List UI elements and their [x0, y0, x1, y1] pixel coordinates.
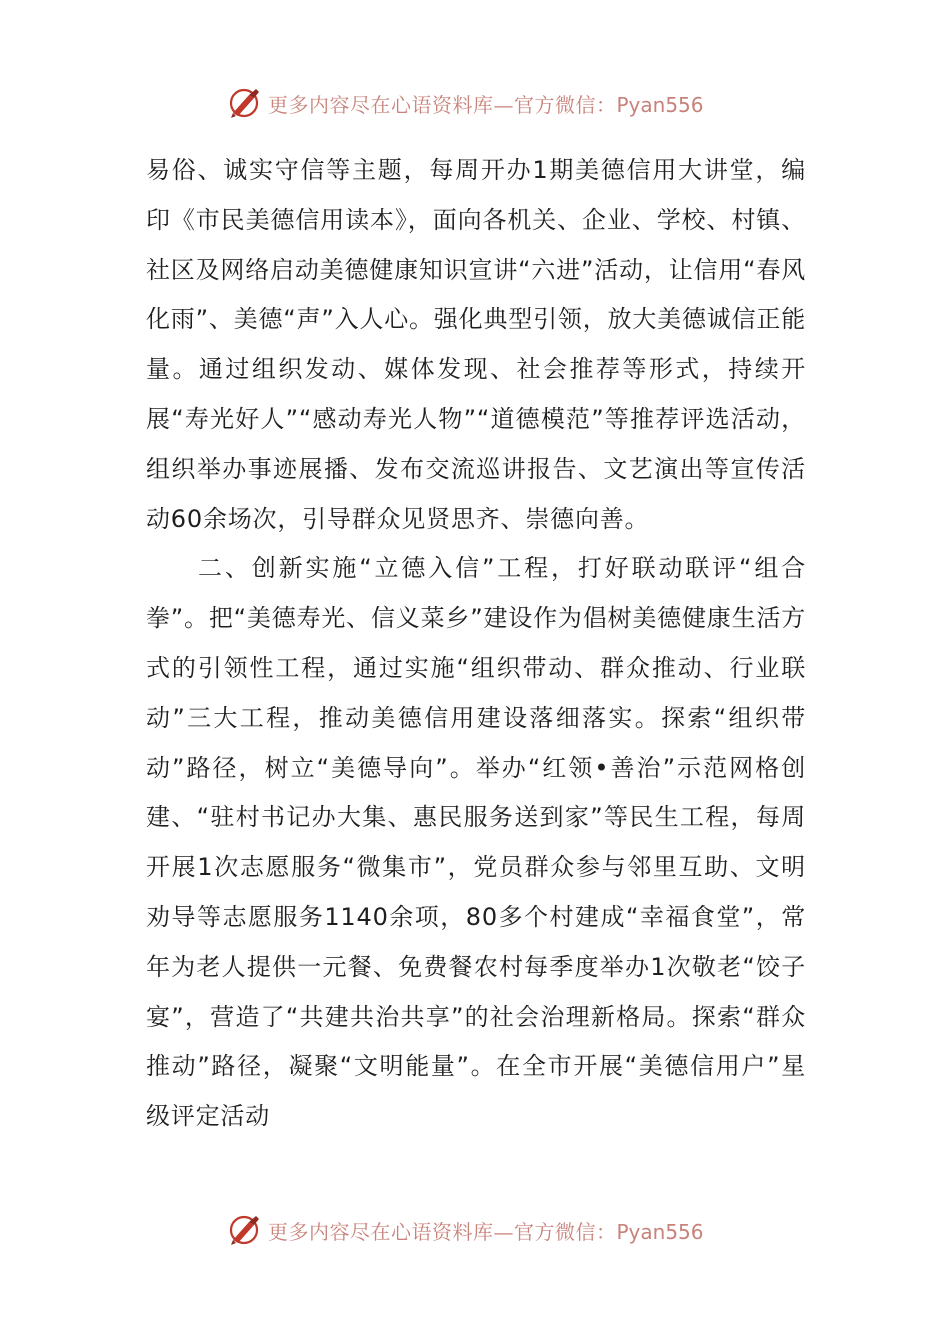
- watermark-text: 更多内容尽在心语资料库—官方微信：Pyan556: [268, 1219, 704, 1244]
- document-body: [146, 146, 806, 1142]
- header-watermark: [228, 84, 704, 122]
- pen-logo-icon: [228, 86, 262, 120]
- paragraph: 易俗、诚实守信等主题，每周开办1期美德信用大讲堂，编印《市民美德信用读本》，面向各机关、企业、学校、村镇、社区及网络启动美德健康知识宣讲“六进”活动，让信用“春风化雨”、美德“声”入人心。强化典型引领，放大美德诚信正能量。通过组织发动、媒体发现、社会推荐等形式，持续开展“寿光好人”“感动寿光人物”“道德模范”等推荐评选活动，组织举办事迹展播、发布交流巡讲报告、文艺演出等宣传活动60余场次，引导群众见贤思齐、崇德向善。: [146, 156, 806, 533]
- footer-watermark: [228, 1211, 704, 1249]
- pen-logo-icon: [228, 1213, 262, 1247]
- wechat-id: Pyan556: [616, 1219, 704, 1244]
- wechat-id: Pyan556: [616, 92, 704, 117]
- watermark-text: 更多内容尽在心语资料库—官方微信：Pyan556: [268, 92, 704, 117]
- paragraph: 二、创新实施“立德入信”工程，打好联动联评“组合拳”。把“美德寿光、信义菜乡”建设作为倡树美德健康生活方式的引领性工程，通过实施“组织带动、群众推动、行业联动”三大工程，推动美德信用建设落细落实。探索“组织带动”路径，树立“美德导向”。举办“红领•善治”示范网格创建、“驻村书记办大集、惠民服务送到家”等民生工程，每周开展1次志愿服务“微集市”，党员群众参与邻里互助、文明劝导等志愿服务1140余项，80多个村建成“幸福食堂”，常年为老人提供一元餐、免费餐农村每季度举办1次敬老“饺子宴”，营造了“共建共治共享”的社会治理新格局。探索“群众推动”路径，凝聚“文明能量”。在全市开展“美德信用户”星级评定活动: [146, 554, 806, 1131]
